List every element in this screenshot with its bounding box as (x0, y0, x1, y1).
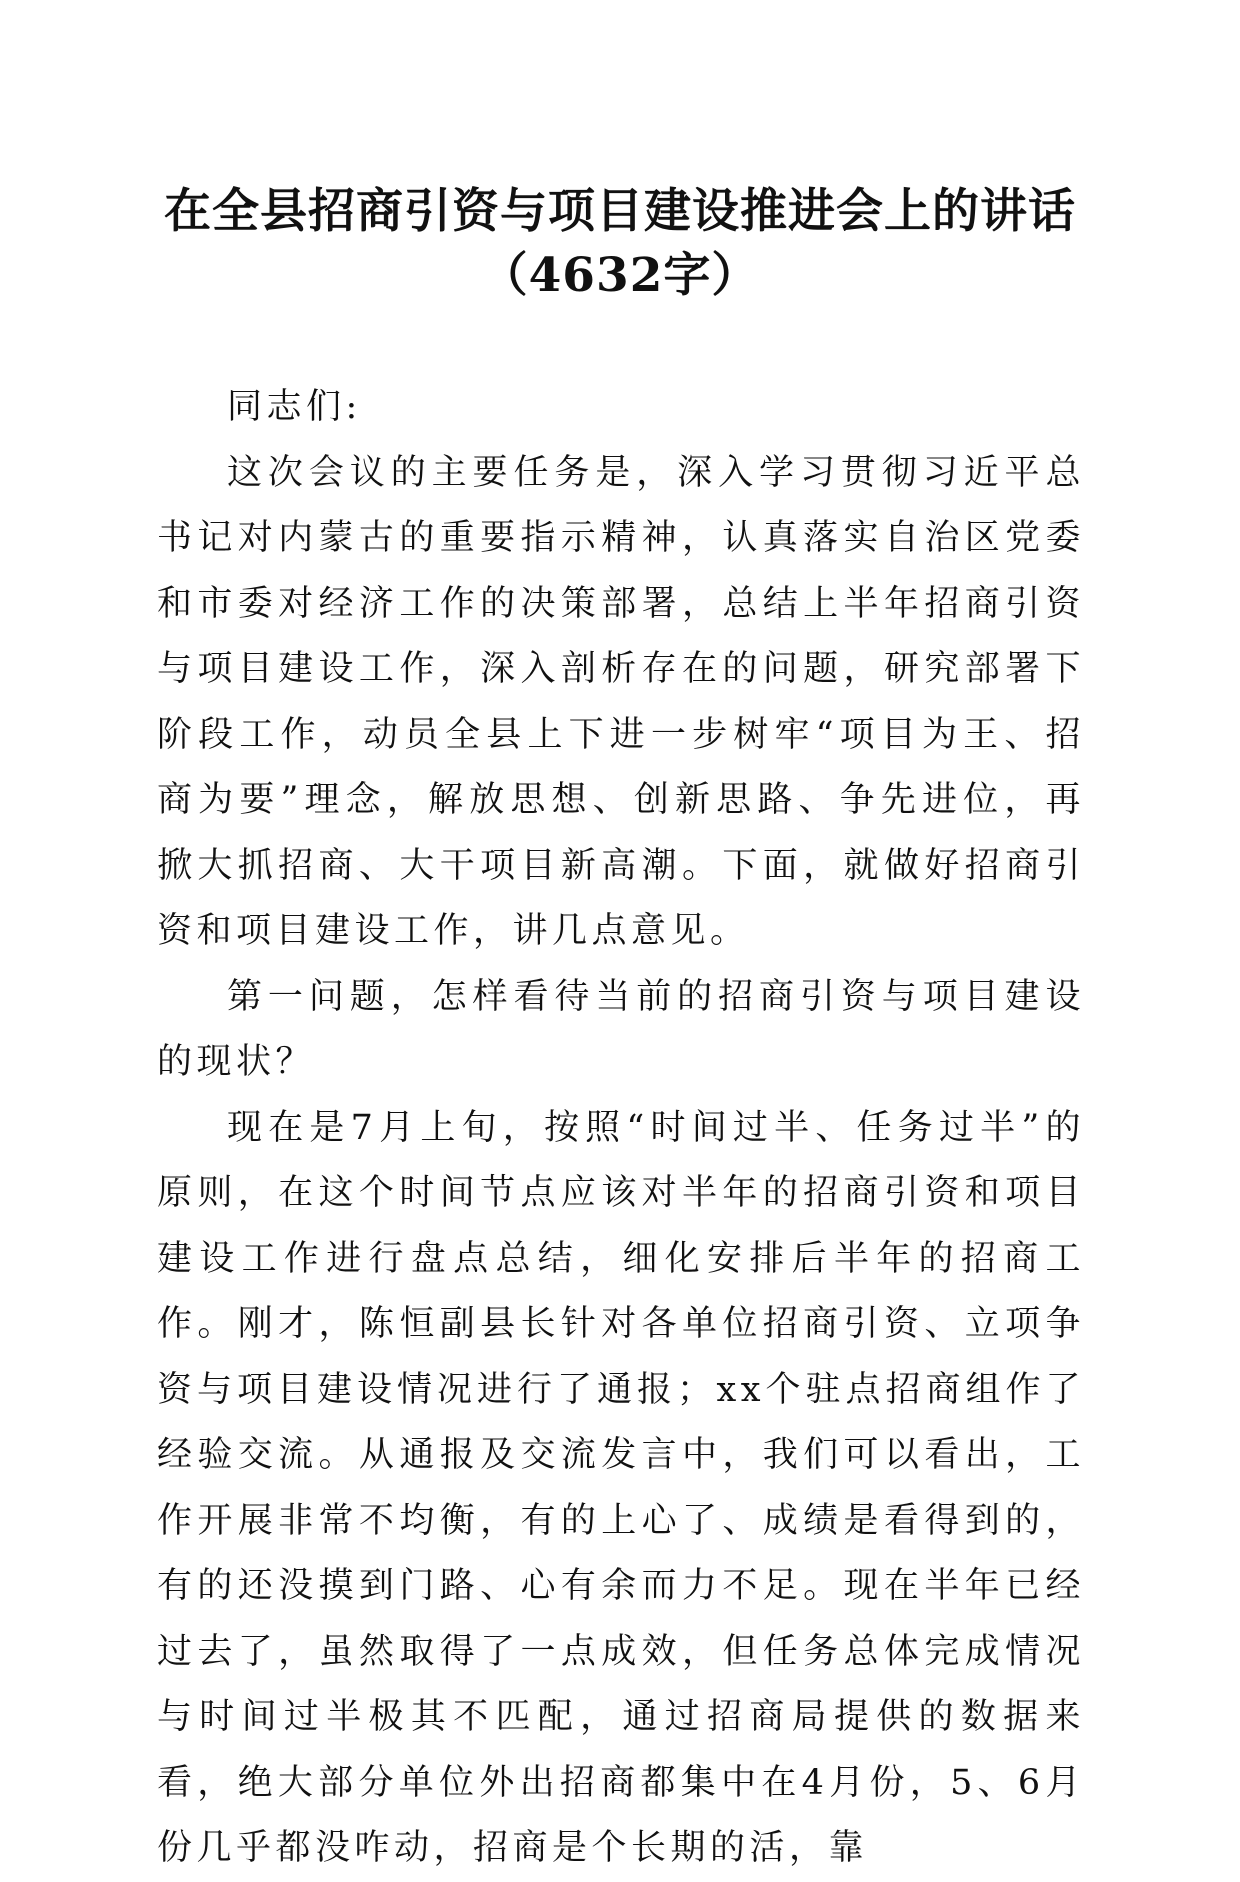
document-body (157, 375, 1085, 1882)
paragraph-status: 现在是7月上旬，按照“时间过半、任务过半”的原则，在这个时间节点应该对半年的招商引资和项目建设工作进行盘点总结，细化安排后半年的招商工作。刚才，陈恒副县长针对各单位招商引资、立项争资与项目建设情况进行了通报；xx个驻点招商组作了经验交流。从通报及交流发言中，我们可以看出，工作开展非常不均衡，有的上心了、成绩是看得到的，有的还没摸到门路、心有余而力不足。现在半年已经过去了，虽然取得了一点成效，但任务总体完成情况与时间过半极其不匹配，通过招商局提供的数据来看，绝大部分单位外出招商都集中在4月份，5、6月份几乎都没咋动，招商是个长期的活，靠 (157, 1107, 1085, 1868)
document-title: 在全县招商引资与项目建设推进会上的讲话 (164, 184, 1076, 239)
word-count-subtitle: （4632字） (480, 248, 760, 303)
paragraph-intro: 这次会议的主要任务是，深入学习贯彻习近平总书记对内蒙古的重要指示精神，认真落实自治区党委和市委对经济工作的决策部署，总结上半年招商引资与项目建设工作，深入剖析存在的问题，研究部署下阶段工作，动员全县上下进一步树牢“项目为王、招商为要”理念，解放思想、创新思路、争先进位，再掀大抓招商、大干项目新高潮。下面，就做好招商引资和项目建设工作，讲几点意见。 (157, 452, 1085, 951)
paragraph-question-one: 第一问题，怎样看待当前的招商引资与项目建设的现状？ (157, 976, 1085, 1082)
salutation: 同志们: (227, 387, 362, 427)
